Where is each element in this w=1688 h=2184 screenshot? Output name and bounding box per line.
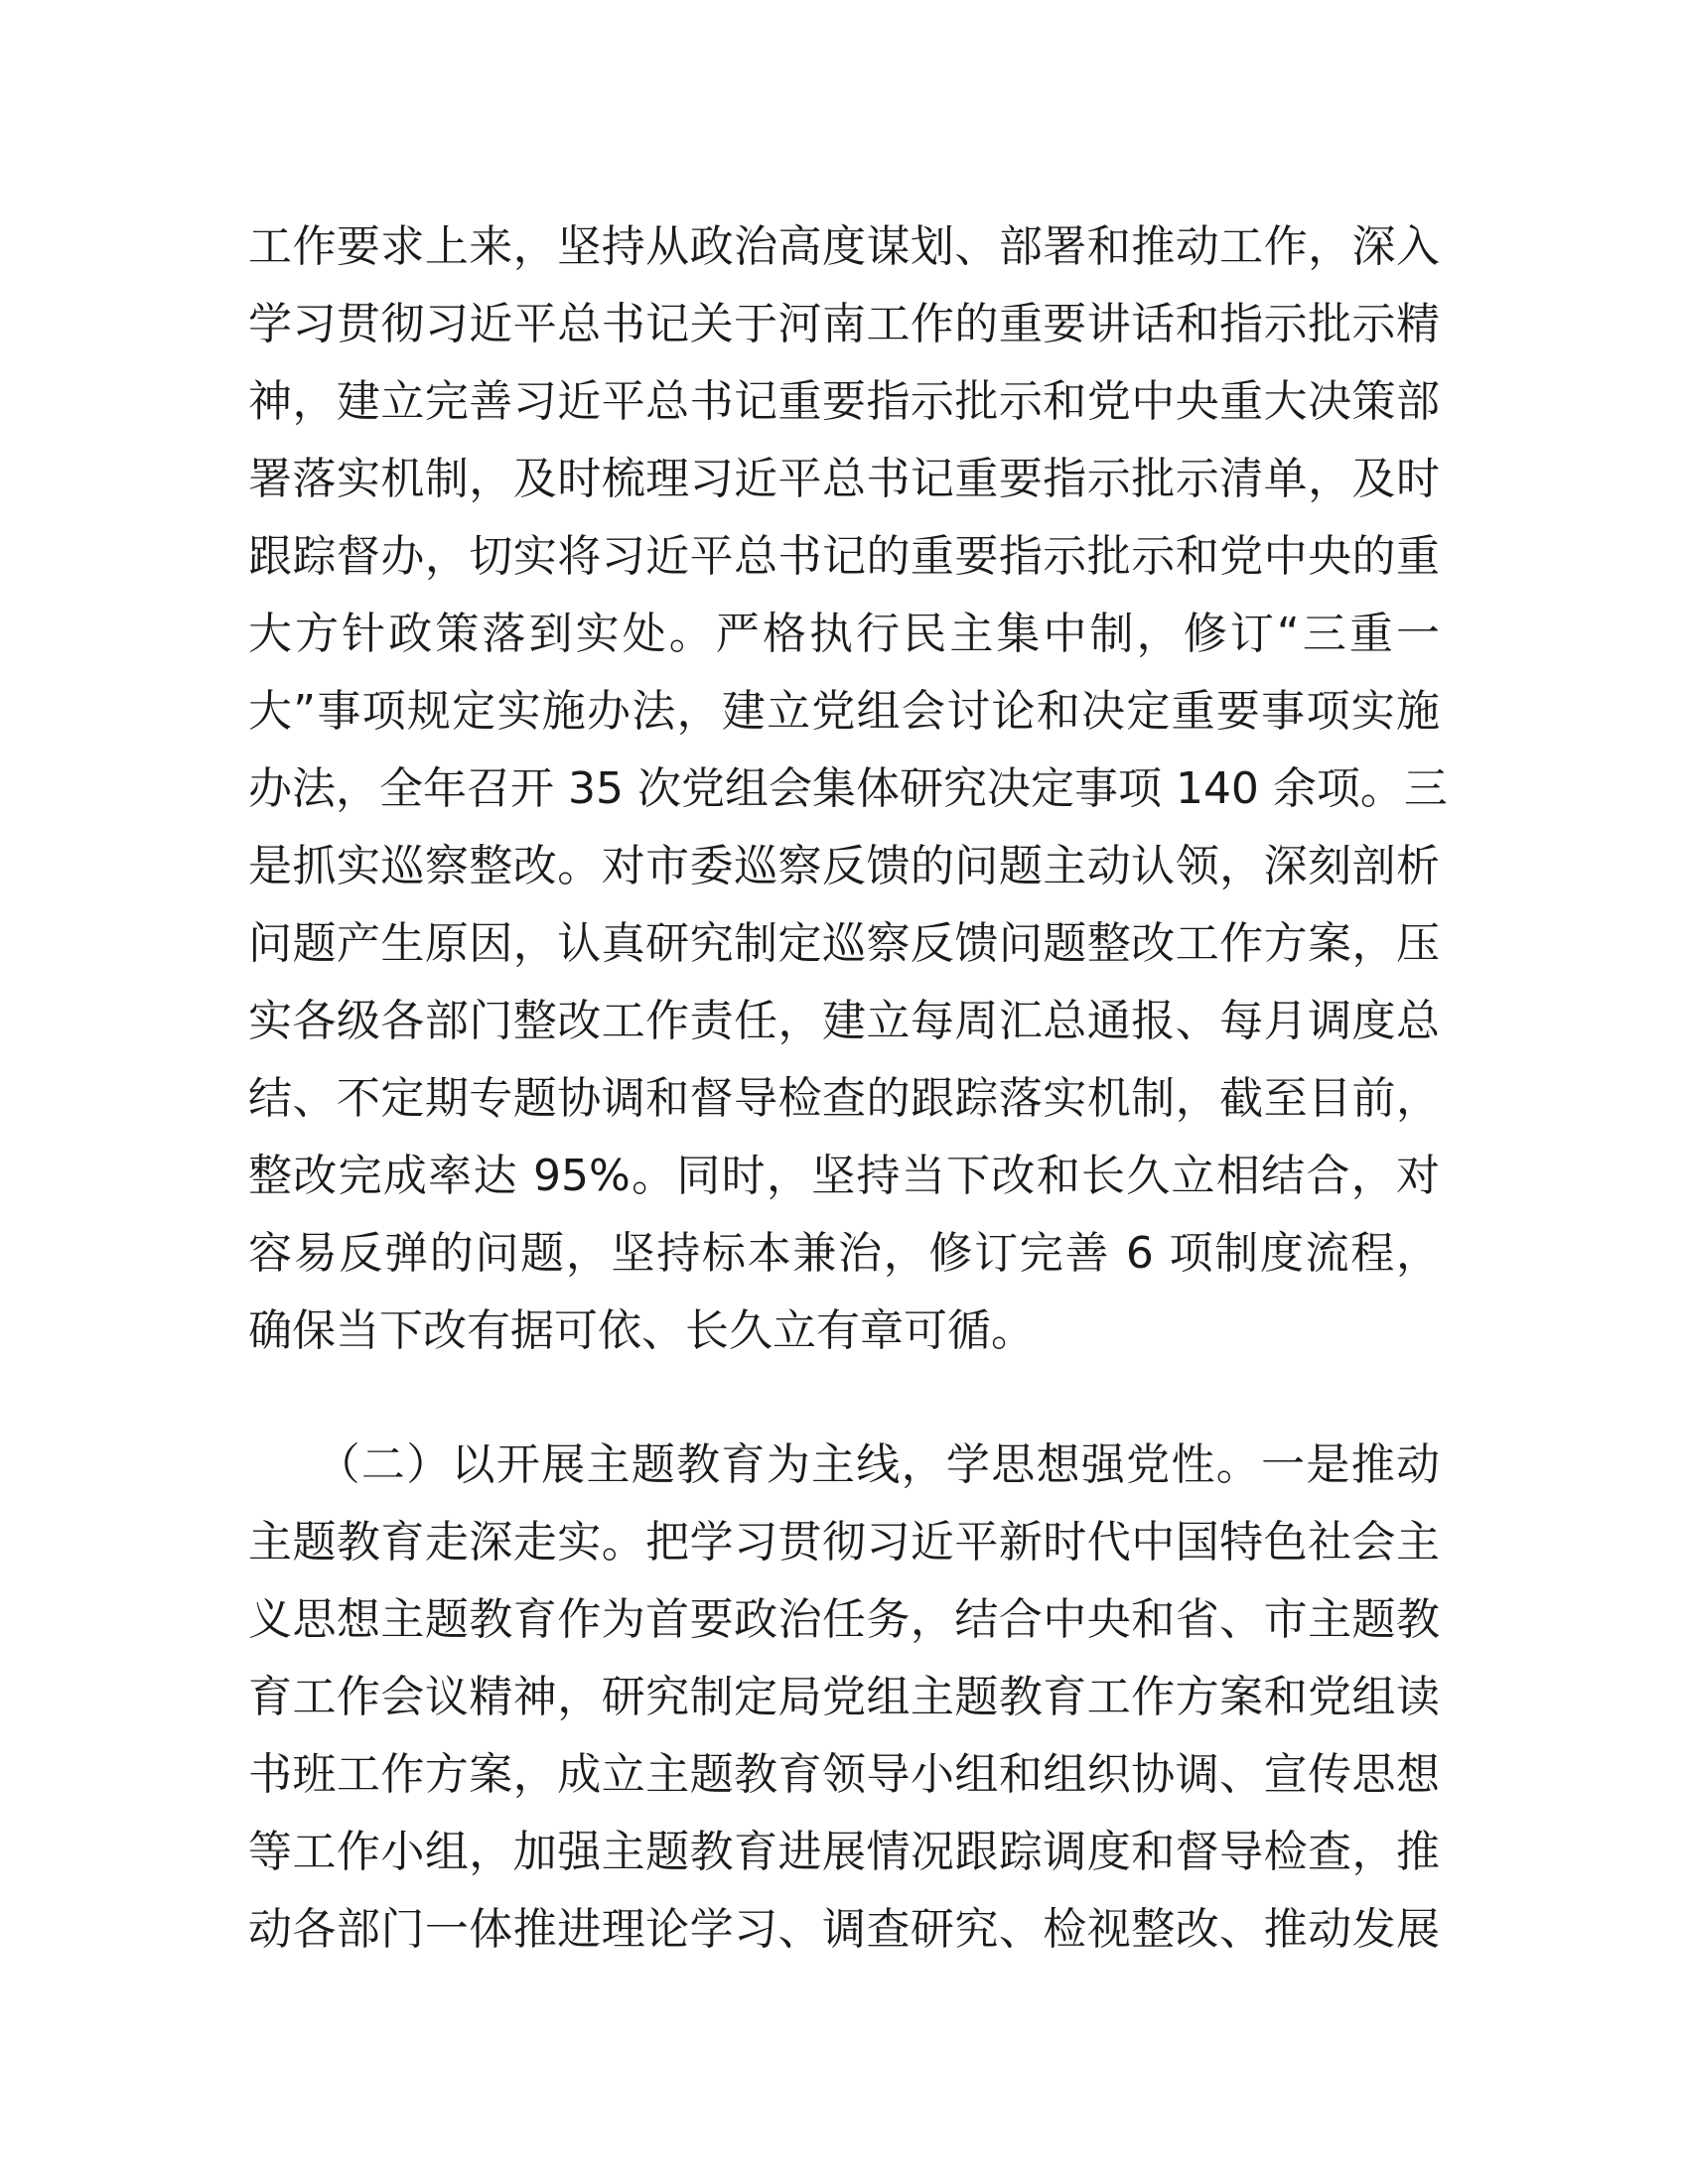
- text-line: 等工作小组，加强主题教育进展情况跟踪调度和督导检查，推: [248, 1827, 1440, 1877]
- text-line: 神，建立完善习近平总书记重要指示批示和党中央重大决策部: [248, 376, 1440, 427]
- text-line: 大”事项规定实施办法，建立党组会讨论和决定重要事项实施: [248, 686, 1440, 737]
- paragraph-2: [248, 1427, 1440, 1969]
- text-line: 署落实机制，及时梳理习近平总书记重要指示批示清单，及时: [248, 454, 1440, 504]
- text-line: 育工作会议精神，研究制定局党组主题教育工作方案和党组读: [248, 1672, 1440, 1722]
- text-line: 主题教育走深走实。把学习贯彻习近平新时代中国特色社会主: [248, 1517, 1440, 1568]
- text-line: 书班工作方案，成立主题教育领导小组和组织协调、宣传思想: [248, 1749, 1440, 1800]
- text-line: 实各级各部门整改工作责任，建立每周汇总通报、每月调度总: [248, 996, 1440, 1046]
- text-line: 问题产生原因，认真研究制定巡察反馈问题整改工作方案，压: [248, 918, 1440, 969]
- text-line: 办法，全年召开 35 次党组会集体研究决定事项 140 余项。三: [248, 763, 1448, 814]
- text-line: 学习贯彻习近平总书记关于河南工作的重要讲话和指示批示精: [248, 299, 1440, 349]
- text-line: 确保当下改有据可依、长久立有章可循。: [248, 1305, 1035, 1356]
- paragraph-1: [248, 208, 1448, 1370]
- text-line: 跟踪督办，切实将习近平总书记的重要指示批示和党中央的重: [248, 531, 1440, 582]
- text-line: 容易反弹的问题，坚持标本兼治，修订完善 6 项制度流程，: [248, 1228, 1440, 1279]
- text-line: 整改完成率达 95%。同时，坚持当下改和长久立相结合，对: [248, 1151, 1440, 1201]
- text-line: 工作要求上来，坚持从政治高度谋划、部署和推动工作，深入: [248, 221, 1440, 272]
- text-line: 义思想主题教育作为首要政治任务，结合中央和省、市主题教: [248, 1594, 1440, 1645]
- text-line: 动各部门一体推进理论学习、调查研究、检视整改、推动发展: [248, 1904, 1440, 1955]
- text-line: 是抓实巡察整改。对市委巡察反馈的问题主动认领，深刻剖析: [248, 841, 1440, 891]
- text-line: 结、不定期专题协调和督导检查的跟踪落实机制，截至目前，: [248, 1073, 1440, 1124]
- text-line: （二）以开展主题教育为主线，学思想强党性。一是推动: [248, 1439, 1440, 1490]
- text-line: 大方针政策落到实处。严格执行民主集中制，修订“三重一: [248, 609, 1440, 659]
